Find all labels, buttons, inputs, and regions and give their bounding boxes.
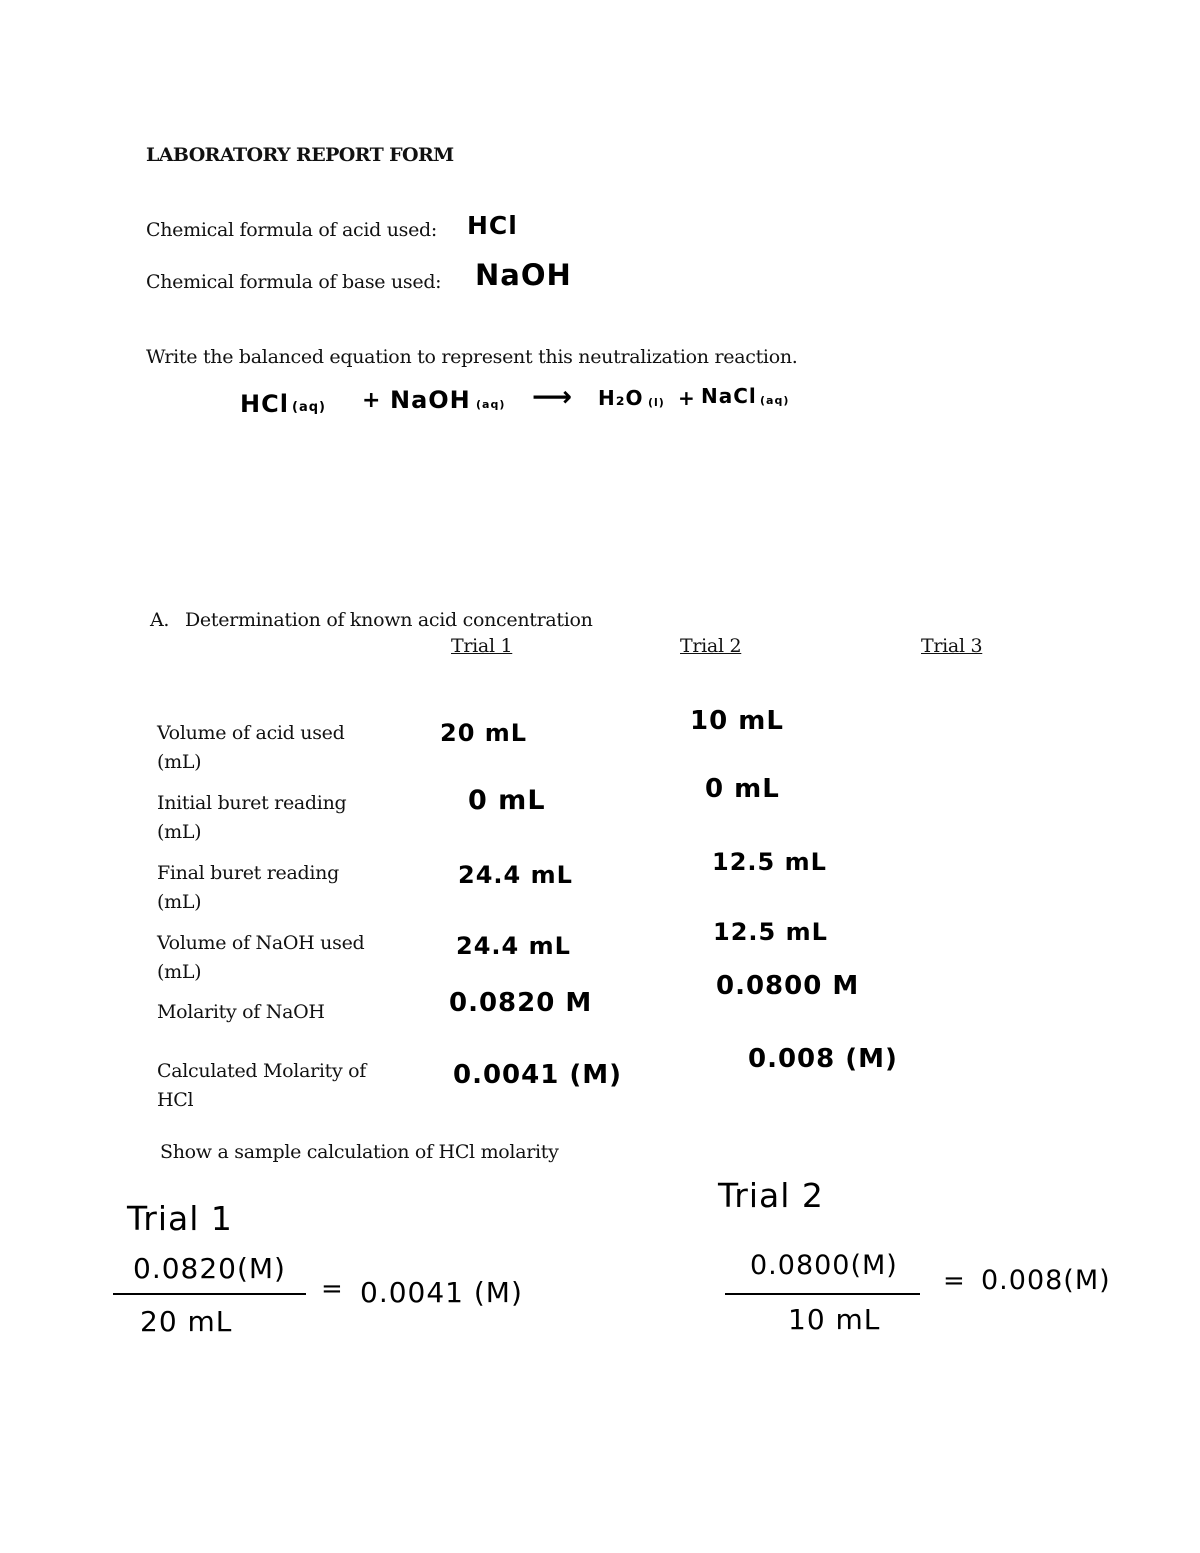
section-a-title: Determination of known acid concentration (185, 609, 593, 631)
trial2-volume-acid: 10 mL (690, 706, 784, 736)
acid-label: Chemical formula of acid used: (146, 219, 438, 241)
eq-arrow: ⟶ (532, 380, 574, 413)
eq-naoh: NaOH (390, 386, 471, 414)
trial2-volume-naoh: 12.5 mL (713, 918, 828, 946)
trial2-final-buret: 12.5 mL (712, 848, 827, 876)
eq-plus-2: + (678, 386, 696, 410)
trial1-volume-acid: 20 mL (440, 719, 528, 747)
trial1-initial-buret: 0 mL (468, 785, 546, 816)
eq-h2o-state: (l) (648, 396, 665, 409)
row-label-molarity-naoh: Molarity of NaOH (157, 1001, 325, 1023)
row-label-calculated-hcl: Calculated Molarity of HCl (157, 1060, 367, 1111)
section-a-marker: A. (150, 609, 170, 631)
trial-1-header: Trial 1 (451, 635, 513, 657)
trial-2-header: Trial 2 (680, 635, 742, 657)
eq-nacl-state: (aq) (760, 394, 790, 407)
trial1-calculated-hcl: 0.0041 (M) (453, 1060, 623, 1090)
calc1-equals: = (321, 1274, 344, 1304)
calc1-denominator: 20 mL (140, 1305, 233, 1338)
row-label-initial-buret: Initial buret reading (mL) (157, 792, 347, 843)
trial-3-header: Trial 3 (921, 635, 983, 657)
eq-plus-1: + (362, 388, 382, 413)
calc1-heading: Trial 1 (127, 1199, 233, 1238)
trial2-calculated-hcl: 0.008 (M) (748, 1044, 898, 1074)
calc1-fraction-bar (113, 1293, 306, 1295)
base-label: Chemical formula of base used: (146, 271, 442, 293)
acid-value: HCl (467, 211, 518, 240)
calc2-denominator: 10 mL (788, 1303, 881, 1336)
trial2-molarity-naoh: 0.0800 M (716, 971, 860, 1001)
calc1-result: 0.0041 (M) (360, 1276, 523, 1309)
eq-nacl: NaCl (701, 384, 757, 408)
trial2-initial-buret: 0 mL (705, 774, 780, 804)
row-label-volume-naoh: Volume of NaOH used (mL) (157, 932, 365, 983)
row-label-volume-acid: Volume of acid used (mL) (157, 722, 345, 773)
calc2-equals: = (943, 1266, 966, 1296)
eq-hcl: HCl (240, 390, 289, 418)
eq-naoh-state: (aq) (476, 398, 506, 411)
base-value: NaOH (475, 258, 572, 292)
eq-hcl-state: (aq) (292, 400, 326, 415)
calc2-result: 0.008(M) (981, 1265, 1111, 1296)
eq-h2o: H₂O (598, 386, 644, 410)
calc2-numerator: 0.0800(M) (750, 1250, 898, 1281)
trial1-final-buret: 24.4 mL (458, 861, 573, 889)
equation-prompt: Write the balanced equation to represent this neutralization reaction. (146, 346, 798, 368)
trial1-molarity-naoh: 0.0820 M (449, 988, 593, 1018)
trial1-volume-naoh: 24.4 mL (456, 932, 571, 960)
form-title: LABORATORY REPORT FORM (146, 144, 454, 166)
calc2-fraction-bar (725, 1293, 920, 1295)
calc2-heading: Trial 2 (718, 1176, 824, 1215)
row-label-final-buret: Final buret reading (mL) (157, 862, 339, 913)
calc1-numerator: 0.0820(M) (133, 1252, 286, 1285)
sample-calc-prompt: Show a sample calculation of HCl molarity (160, 1141, 559, 1163)
